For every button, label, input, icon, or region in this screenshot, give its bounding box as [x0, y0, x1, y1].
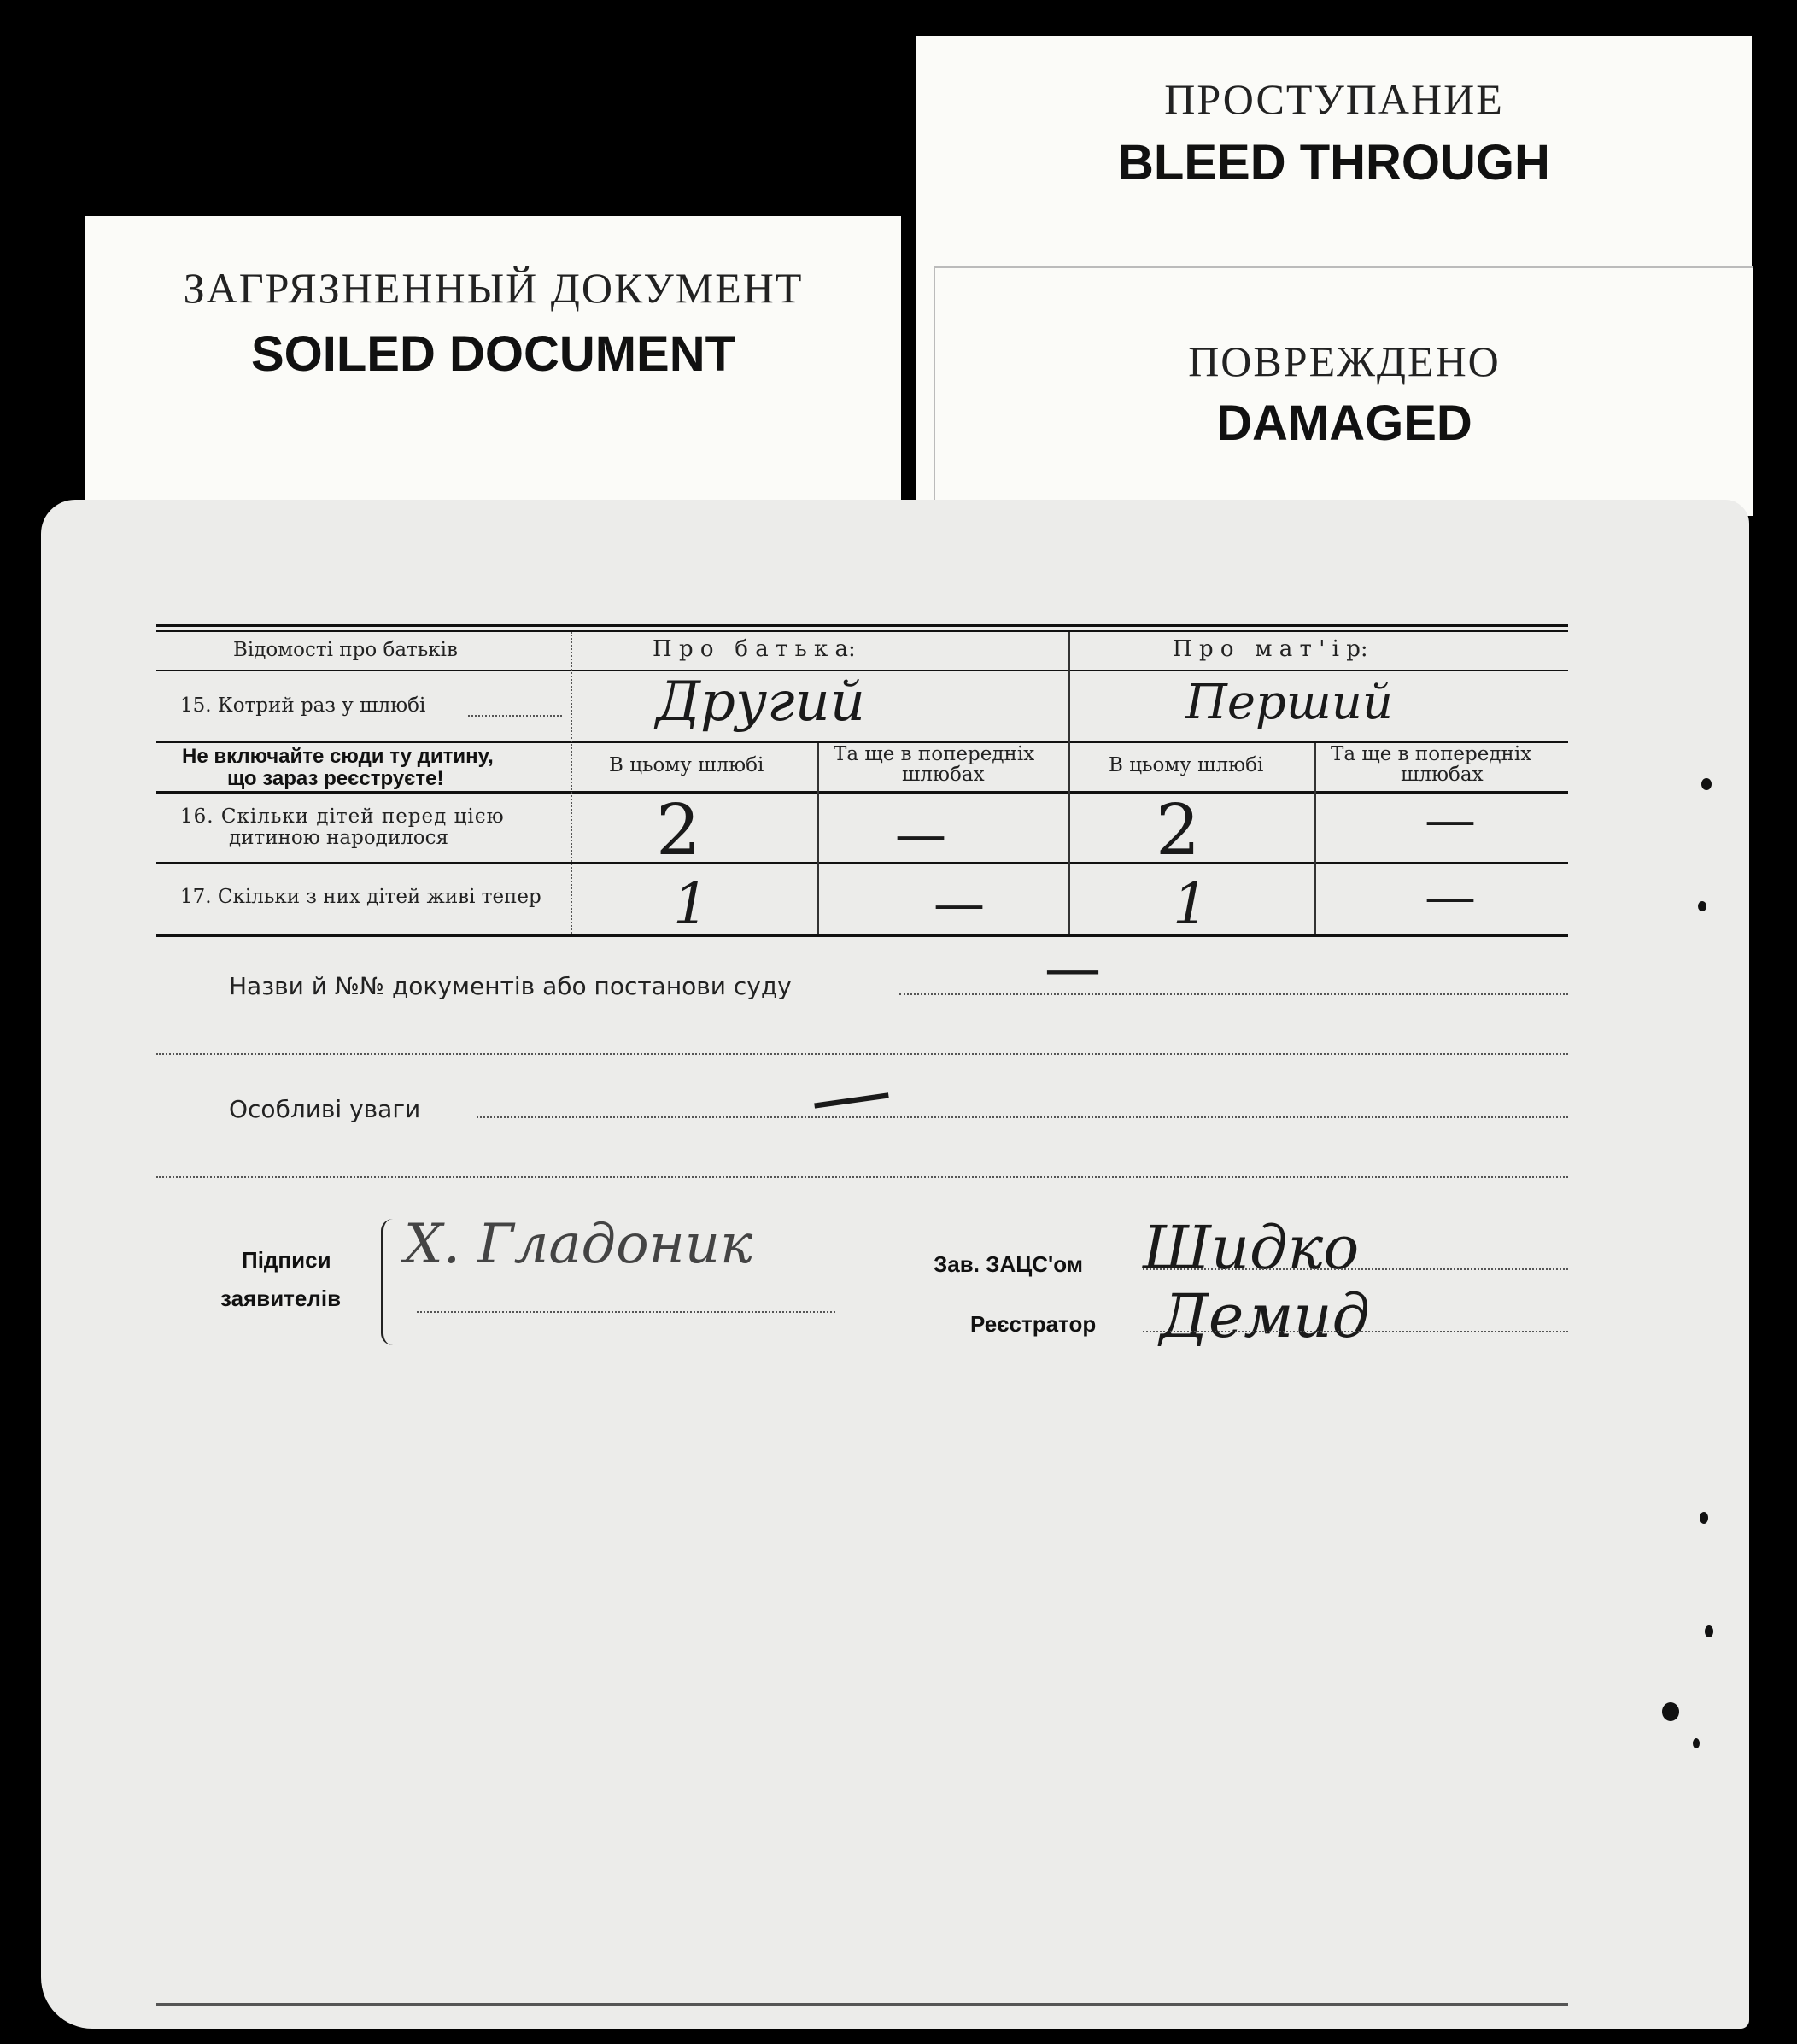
- page-bottom-rule: [156, 2003, 1568, 2006]
- registrar-signature-line: [1143, 1331, 1568, 1332]
- binding-hole: [1701, 778, 1712, 790]
- subheader-mother-previous-line2: шлюбах: [1401, 764, 1484, 786]
- row16-label-line1: 16. Скільки дітей перед цією: [180, 805, 505, 828]
- applicants-label-line1: Підписи: [242, 1247, 331, 1273]
- table-row-rule: [156, 862, 1568, 864]
- document-sheet: [41, 500, 1749, 2029]
- row17-mother-this: 1: [1173, 871, 1209, 937]
- notes-line-2: [156, 1176, 1568, 1178]
- row15-leader: [468, 715, 562, 717]
- head-signature-line: [1143, 1268, 1568, 1270]
- head-label: Зав. ЗАЦС'ом: [934, 1251, 1083, 1277]
- damaged-label-en: DAMAGED: [1216, 395, 1472, 451]
- table-header-rule: [156, 630, 1568, 632]
- notes-value: —: [803, 1040, 898, 1148]
- binding-hole: [1693, 1738, 1700, 1748]
- row16-father-this: 2: [656, 790, 701, 871]
- subheader-mother-this-marriage: В цьому шлюбі: [1109, 754, 1264, 776]
- documents-line: [899, 993, 1568, 995]
- applicants-label-line2: заявителів: [220, 1286, 342, 1311]
- soiled-label-en: SOILED DOCUMENT: [250, 326, 736, 382]
- registrar-signature: Демид: [1160, 1281, 1370, 1351]
- bleed-label-en: BLEED THROUGH: [1118, 135, 1550, 190]
- header-father: П р о б а т ь к а:: [653, 636, 856, 662]
- damaged-label-ru: ПОВРЕЖДЕНО: [1188, 337, 1501, 385]
- damaged-label: [934, 266, 1753, 516]
- subheader-father-this-marriage: В цьому шлюбі: [609, 754, 764, 776]
- row16-father-previous: —: [895, 805, 946, 864]
- soiled-document-label: [85, 216, 901, 507]
- documents-label: Назви й №№ документів або постанови суду: [229, 972, 792, 1000]
- row16-mother-this: 2: [1156, 790, 1201, 871]
- table-column-divider: [1068, 632, 1070, 934]
- row16-label-line2: дитиною народилося: [229, 827, 449, 849]
- binding-hole: [1662, 1702, 1679, 1721]
- binding-hole: [1700, 1512, 1708, 1524]
- applicant-signature: Х. Гладоник: [404, 1213, 753, 1276]
- row15-label: 15. Котрий раз у шлюбі: [180, 694, 426, 717]
- row16-mother-previous: —: [1425, 790, 1476, 850]
- notes-label: Особливі уваги: [229, 1095, 421, 1123]
- binding-hole: [1705, 1625, 1713, 1637]
- table-row-rule: [156, 793, 1568, 794]
- notes-line: [477, 1116, 1568, 1118]
- subheader-father-previous-line2: шлюбах: [902, 764, 985, 786]
- table-bottom-rule: [156, 934, 1568, 937]
- subheader-father-previous-line1: Та ще в попередніх: [834, 743, 1035, 765]
- bleed-label-ru: ПРОСТУПАНИЕ: [1164, 75, 1504, 123]
- row17-father-this: 1: [673, 871, 709, 937]
- subheader-mother-previous-line1: Та ще в попередніх: [1331, 743, 1532, 765]
- row17-mother-previous: —: [1425, 867, 1476, 927]
- header-parents-info: Відомості про батьків: [233, 639, 458, 661]
- subheader-note-line2: що зараз реєструєте!: [227, 767, 444, 790]
- binding-hole: [1698, 901, 1706, 911]
- subheader-note-line1: Не включайте сюди ту дитину,: [182, 745, 494, 768]
- documents-value: —: [1045, 935, 1101, 1001]
- row17-father-previous: —: [934, 874, 985, 934]
- table-column-divider: [1314, 743, 1316, 934]
- head-signature: Шидко: [1143, 1213, 1360, 1283]
- row15-mother-value: Перший: [1185, 675, 1394, 730]
- table-top-rule: [156, 624, 1568, 627]
- soiled-label-ru: ЗАГРЯЗНЕННЫЙ ДОКУМЕНТ: [183, 264, 804, 312]
- registrar-label: Реєстратор: [970, 1311, 1097, 1337]
- row15-father-value: Другий: [656, 671, 865, 734]
- applicant-signature-line: [417, 1311, 835, 1313]
- applicants-brace: [381, 1219, 395, 1345]
- row17-label: 17. Скільки з них дітей живі тепер: [180, 886, 541, 908]
- header-mother: П р о м а т ' і р:: [1173, 636, 1368, 662]
- table-column-divider: [817, 743, 819, 934]
- table-column-divider: [571, 632, 574, 934]
